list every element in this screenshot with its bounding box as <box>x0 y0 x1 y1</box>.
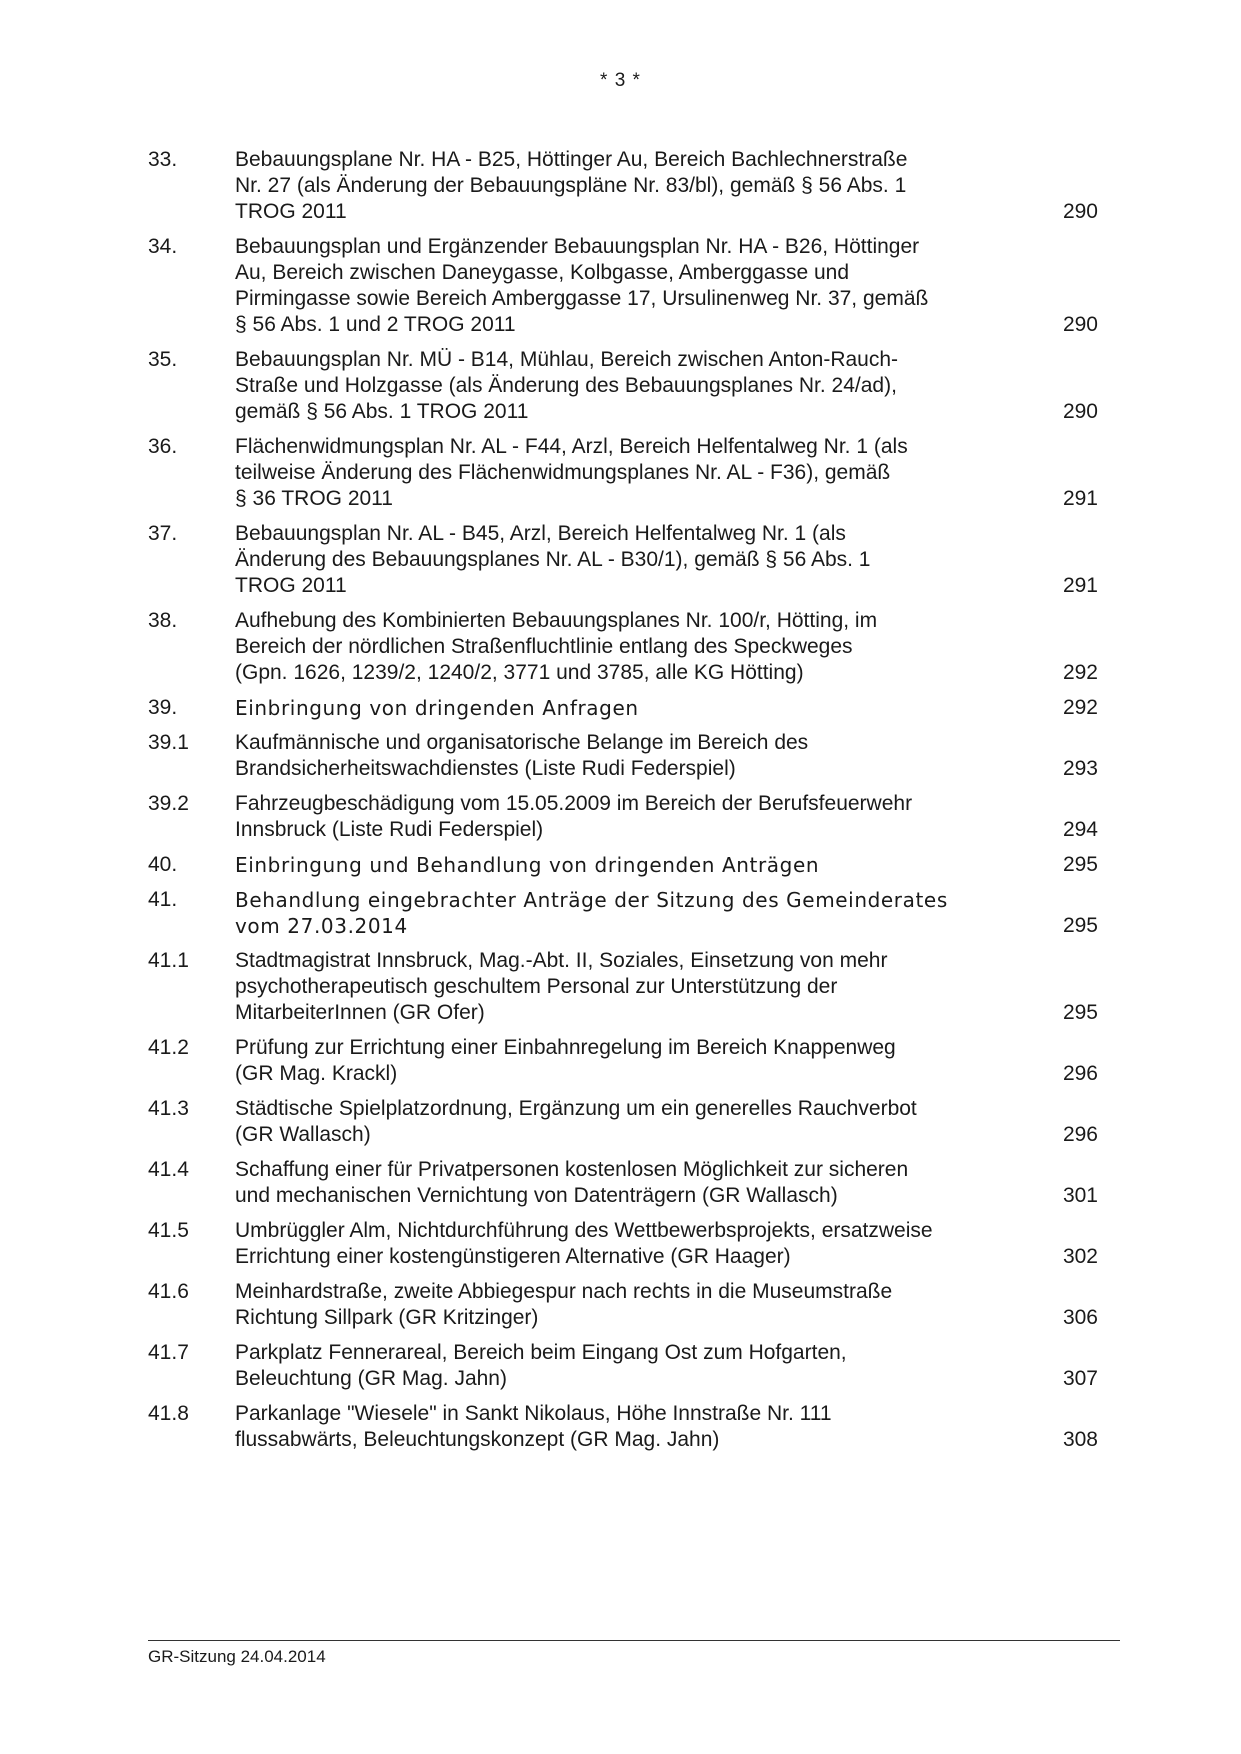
toc-page: 292 <box>1062 696 1098 719</box>
toc-entry-33 <box>148 147 1098 225</box>
toc-entry-37 <box>148 521 1098 599</box>
toc-number: 33. <box>148 148 178 171</box>
toc-page: 295 <box>1062 914 1098 937</box>
toc-page: 294 <box>1062 818 1098 841</box>
toc-title: Bebauungsplan und Ergänzender Bebauungsplan Nr. HA - B26, Höttinger Au, Bereich zwischen Daneygasse, Kolbgasse, Amberggasse und Pirmingasse sowie Bereich Amberggasse 17, Ursulinenweg Nr. 37, gemäß § 56 Abs. 1 und 2 TROG 2011 <box>235 235 929 336</box>
table-of-contents <box>148 147 1098 1462</box>
footer-divider <box>148 1640 1120 1641</box>
toc-entry-39-1 <box>148 730 1098 782</box>
toc-number: 41.6 <box>148 1280 189 1303</box>
toc-page: 290 <box>1062 200 1098 223</box>
toc-number: 41.7 <box>148 1341 189 1364</box>
toc-entry-35 <box>148 347 1098 425</box>
toc-title: Parkplatz Fennerareal, Bereich beim Eingang Ost zum Hofgarten, Beleuchtung (GR Mag. Jahn) <box>235 1341 847 1390</box>
toc-page: 302 <box>1062 1245 1098 1268</box>
toc-title: Flächenwidmungsplan Nr. AL - F44, Arzl, Bereich Helfentalweg Nr. 1 (als teilweise Änderung des Flächenwidmungsplanes Nr. AL - F36), gemäß § 36 TROG 2011 <box>235 435 908 510</box>
toc-entry-41-6 <box>148 1279 1098 1331</box>
toc-number: 41.8 <box>148 1402 189 1425</box>
toc-entry-41-4 <box>148 1157 1098 1209</box>
toc-entry-39-2 <box>148 791 1098 843</box>
toc-number: 40. <box>148 853 178 876</box>
toc-title: Städtische Spielplatzordnung, Ergänzung um ein generelles Rauchverbot (GR Wallasch) <box>235 1097 917 1146</box>
toc-page: 296 <box>1062 1123 1098 1146</box>
toc-title: Einbringung und Behandlung von dringenden Anträgen <box>235 853 820 877</box>
toc-entry-41-7 <box>148 1340 1098 1392</box>
toc-page: 296 <box>1062 1062 1098 1085</box>
toc-page: 306 <box>1062 1306 1098 1329</box>
toc-entry-41 <box>148 887 1098 939</box>
toc-number: 37. <box>148 522 178 545</box>
toc-title: Stadtmagistrat Innsbruck, Mag.-Abt. II, Soziales, Einsetzung von mehr psychotherapeutisch geschultem Personal zur Unterstützung der MitarbeiterInnen (GR Ofer) <box>235 949 888 1024</box>
page-number-header: * 3 * <box>600 70 641 91</box>
toc-entry-40 <box>148 852 1098 878</box>
toc-number: 39.1 <box>148 731 189 754</box>
toc-number: 36. <box>148 435 178 458</box>
toc-entry-34 <box>148 234 1098 338</box>
toc-title: Bebauungsplane Nr. HA - B25, Höttinger Au, Bereich Bachlechnerstraße Nr. 27 (als Änderung der Bebauungspläne Nr. 83/bl), gemäß § 56 Abs. 1 TROG 2011 <box>235 148 908 223</box>
toc-title: Umbrüggler Alm, Nichtdurchführung des Wettbewerbsprojekts, ersatzweise Errichtung einer kostengünstigeren Alternative (GR Haager) <box>235 1219 933 1268</box>
toc-number: 41.2 <box>148 1036 189 1059</box>
toc-entry-41-2 <box>148 1035 1098 1087</box>
toc-page: 307 <box>1062 1367 1098 1390</box>
toc-title: Bebauungsplan Nr. MÜ - B14, Mühlau, Bereich zwischen Anton-Rauch- Straße und Holzgasse (als Änderung des Bebauungsplanes Nr. 24/ad), gemäß § 56 Abs. 1 TROG 2011 <box>235 348 899 423</box>
toc-number: 38. <box>148 609 178 632</box>
toc-title: Prüfung zur Errichtung einer Einbahnregelung im Bereich Knappenweg (GR Mag. Krackl) <box>235 1036 896 1085</box>
toc-page: 295 <box>1062 1001 1098 1024</box>
toc-title: Schaffung einer für Privatpersonen kostenlosen Möglichkeit zur sicheren und mechanischen Vernichtung von Datenträgern (GR Wallasch) <box>235 1158 909 1207</box>
toc-title: Bebauungsplan Nr. AL - B45, Arzl, Bereich Helfentalweg Nr. 1 (als Änderung des Bebauungsplanes Nr. AL - B30/1), gemäß § 56 Abs. 1 TROG 2011 <box>235 522 871 597</box>
toc-number: 41.3 <box>148 1097 189 1120</box>
toc-number: 41. <box>148 888 178 911</box>
footer-session-date: GR-Sitzung 24.04.2014 <box>148 1647 326 1666</box>
toc-entry-41-8 <box>148 1401 1098 1453</box>
toc-page: 301 <box>1062 1184 1098 1207</box>
toc-title: Einbringung von dringenden Anfragen <box>235 696 639 720</box>
toc-page: 293 <box>1062 757 1098 780</box>
toc-number: 41.1 <box>148 949 189 972</box>
toc-page: 308 <box>1062 1428 1098 1451</box>
toc-page: 291 <box>1062 574 1098 597</box>
toc-number: 35. <box>148 348 178 371</box>
toc-title: Aufhebung des Kombinierten Bebauungsplanes Nr. 100/r, Hötting, im Bereich der nördlichen Straßenfluchtlinie entlang des Speckweges (Gpn. 1626, 1239/2, 1240/2, 3771 und 3785, alle KG Hötting) <box>235 609 878 684</box>
toc-page: 292 <box>1062 661 1098 684</box>
toc-entry-41-1 <box>148 948 1098 1026</box>
toc-title: Kaufmännische und organisatorische Belange im Bereich des Brandsicherheitswachdienstes (Liste Rudi Federspiel) <box>235 731 809 780</box>
toc-title: Behandlung eingebrachter Anträge der Sitzung des Gemeinderates vom 27.03.2014 <box>235 888 948 938</box>
toc-title: Parkanlage "Wiesele" in Sankt Nikolaus, Höhe Innstraße Nr. 111 flussabwärts, Beleuchtungskonzept (GR Mag. Jahn) <box>235 1402 832 1451</box>
toc-number: 34. <box>148 235 178 258</box>
toc-number: 41.4 <box>148 1158 189 1181</box>
toc-number: 39.2 <box>148 792 189 815</box>
toc-number: 41.5 <box>148 1219 189 1242</box>
toc-title: Fahrzeugbeschädigung vom 15.05.2009 im Bereich der Berufsfeuerwehr Innsbruck (Liste Rudi Federspiel) <box>235 792 913 841</box>
toc-page: 291 <box>1062 487 1098 510</box>
toc-entry-36 <box>148 434 1098 512</box>
toc-number: 39. <box>148 696 178 719</box>
toc-entry-39 <box>148 695 1098 721</box>
toc-entry-41-5 <box>148 1218 1098 1270</box>
toc-entry-38 <box>148 608 1098 686</box>
toc-title: Meinhardstraße, zweite Abbiegespur nach rechts in die Museumstraße Richtung Sillpark (GR Kritzinger) <box>235 1280 893 1329</box>
toc-page: 295 <box>1062 853 1098 876</box>
toc-page: 290 <box>1062 400 1098 423</box>
toc-entry-41-3 <box>148 1096 1098 1148</box>
toc-page: 290 <box>1062 313 1098 336</box>
